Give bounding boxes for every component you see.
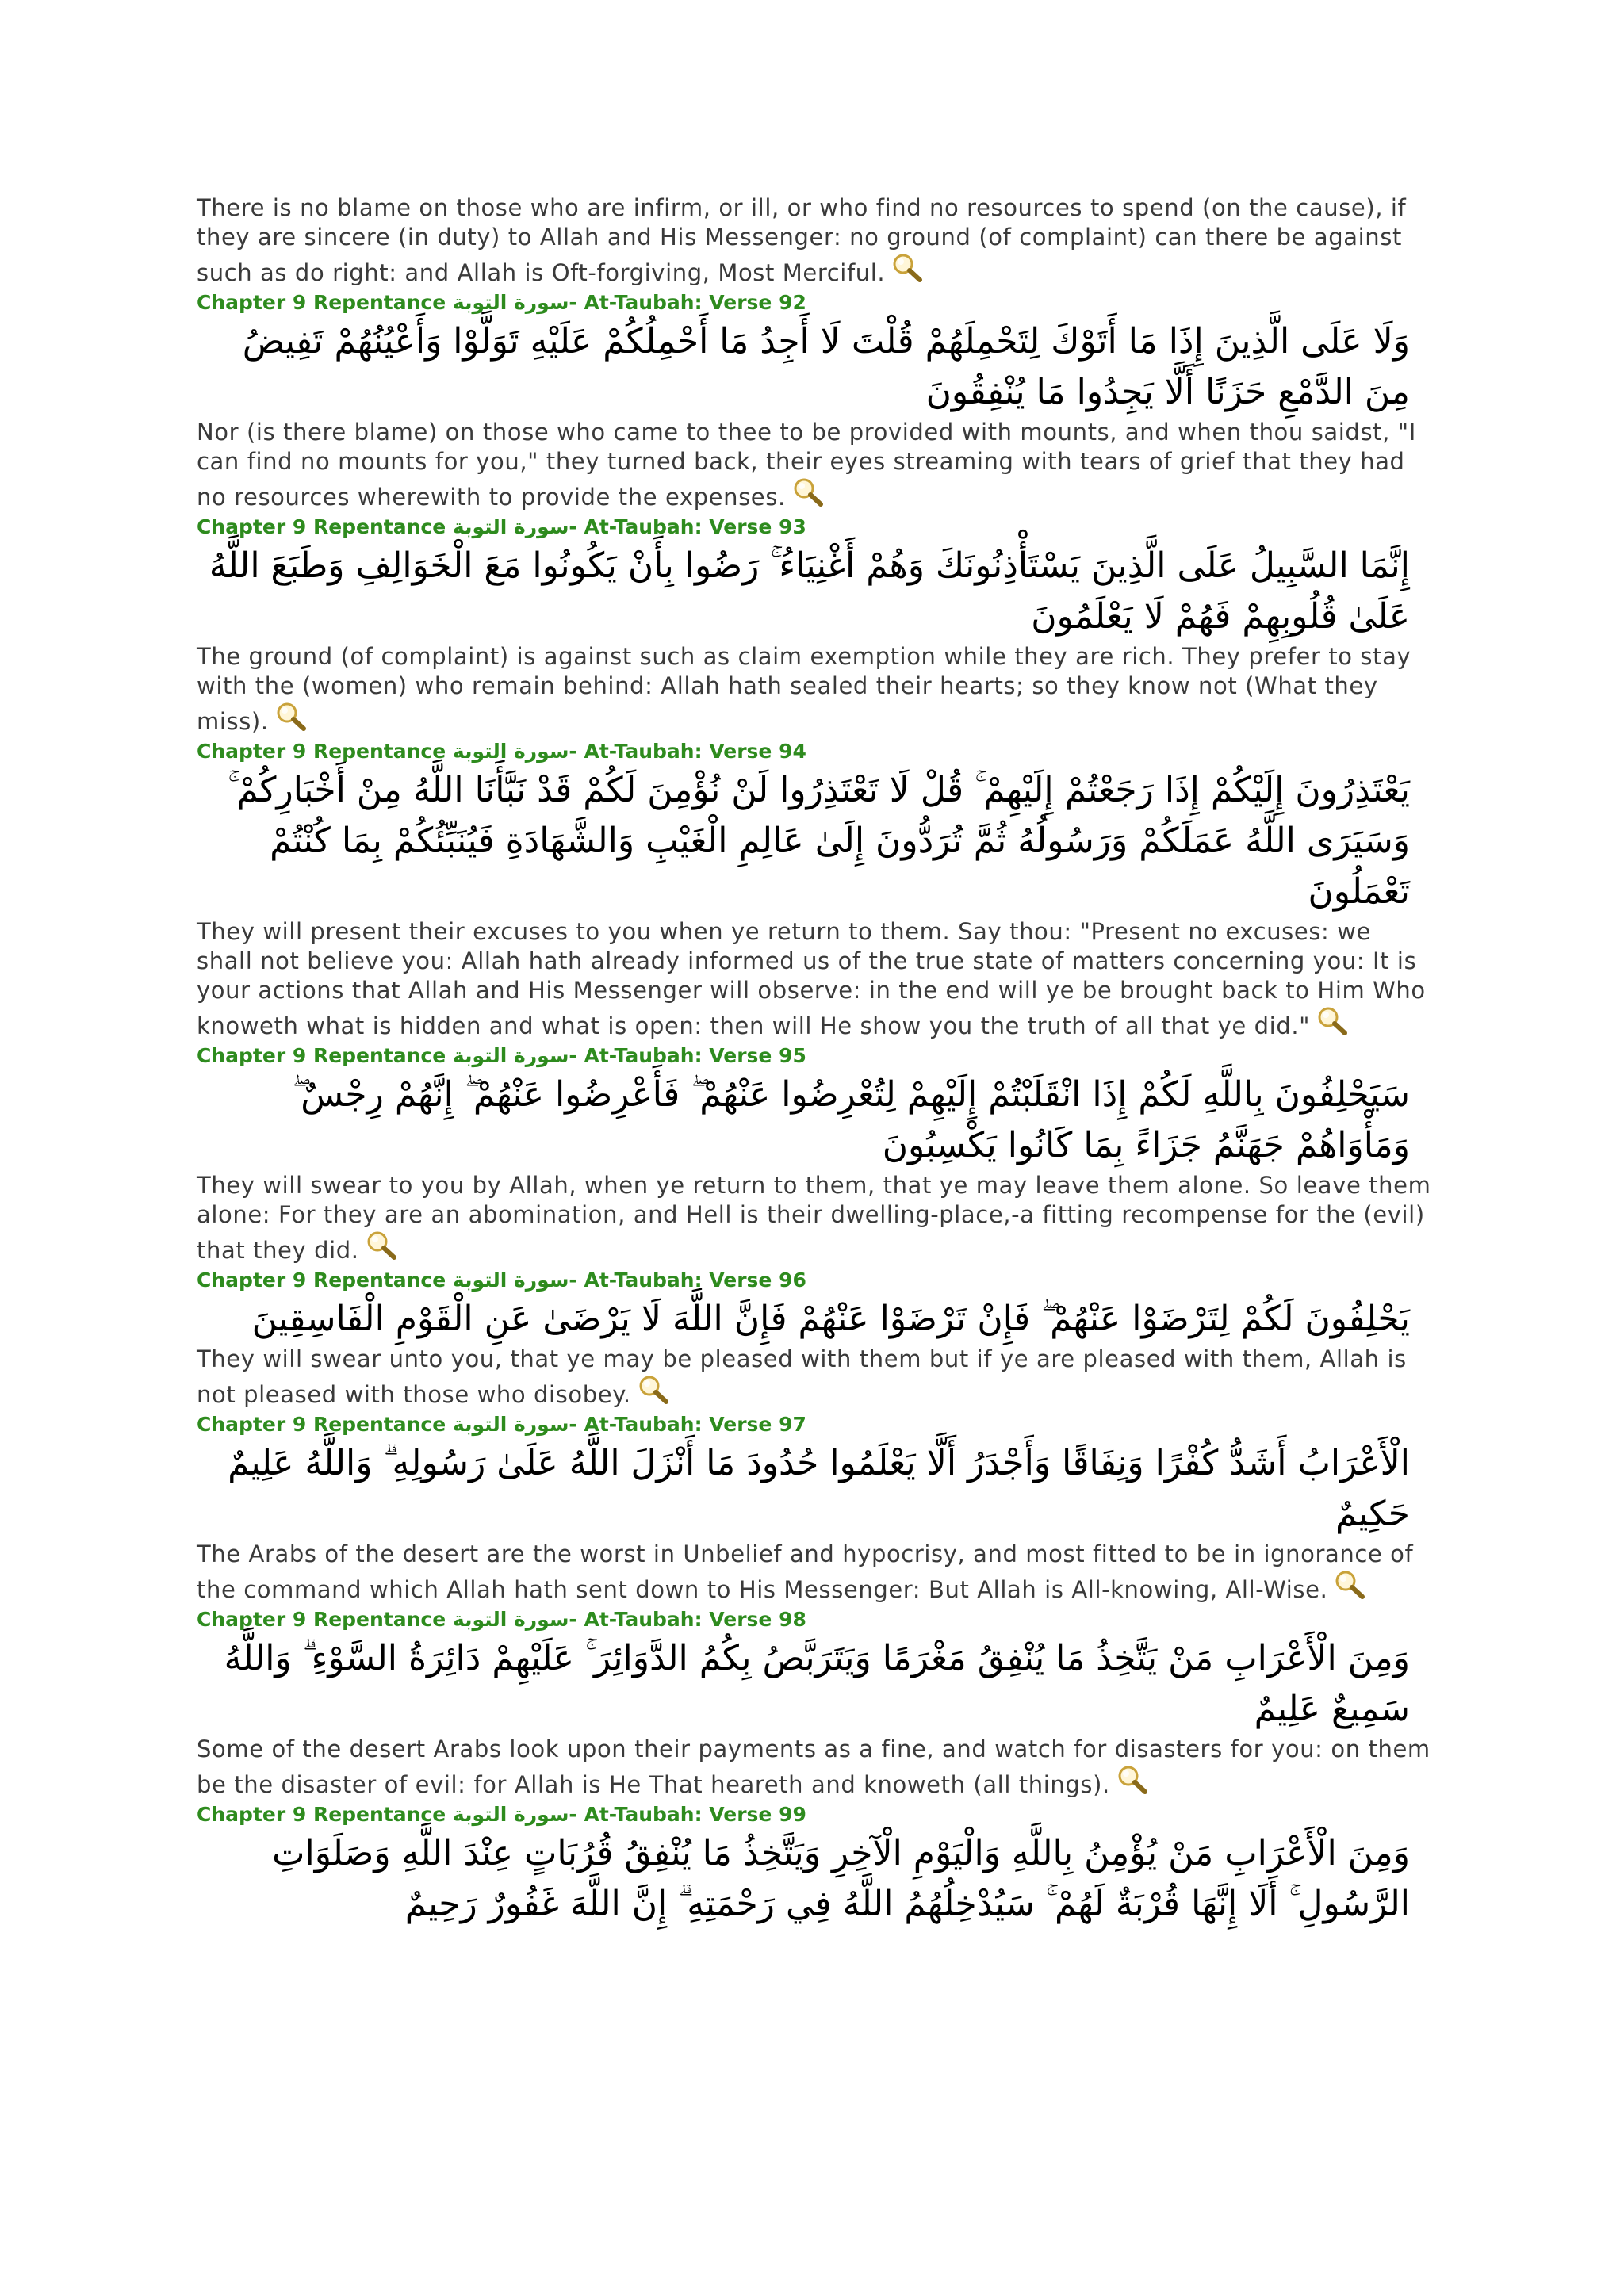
- header-surah-name: - At-Taubah: Verse: [569, 1269, 772, 1292]
- header-surah-name: - At-Taubah: Verse: [569, 1044, 772, 1067]
- header-surah-arabic: سورة التوبة: [452, 1044, 569, 1067]
- verse-translation: [197, 193, 1434, 288]
- header-chapter: Chapter 9 Repentance: [197, 1044, 446, 1067]
- magnifier-icon[interactable]: [1115, 1764, 1150, 1796]
- verse-number: 98: [779, 1608, 806, 1631]
- verse-number: 97: [779, 1413, 806, 1436]
- verse-header[interactable]: [197, 738, 1434, 765]
- header-surah-arabic: سورة التوبة: [452, 1269, 569, 1292]
- arabic-verse-text: سَيَحْلِفُونَ بِاللَّهِ لَكُمْ إِذَا انْقَلَبْتُمْ إِلَيْهِمْ لِتُعْرِضُوا عَنْهُمْ ۖ فَأَعْرِضُوا عَنْهُمْ ۖ إِنَّهُمْ رِجْسٌ ۖ وَمَأْوَاهُمْ جَهَنَّمُ جَزَاءً بِمَا كَانُوا يَكْسِبُونَ: [292, 1074, 1410, 1165]
- header-surah-arabic: سورة التوبة: [452, 515, 569, 538]
- verse-block: [197, 738, 1434, 1041]
- verse-header[interactable]: [197, 289, 1434, 316]
- header-chapter: Chapter 9 Repentance: [197, 291, 446, 314]
- verse-header[interactable]: [197, 1043, 1434, 1070]
- verse-block: [197, 1267, 1434, 1410]
- verse-block: [197, 514, 1434, 737]
- magnifier-icon[interactable]: [1332, 1569, 1367, 1601]
- translation-text: The Arabs of the desert are the worst in Unbelief and hypocrisy, and most fitted to be in ignorance of the command which Allah hath sent down to His Messenger: But Allah is All-knowing, All-Wise.: [197, 1540, 1414, 1603]
- header-chapter: Chapter 9 Repentance: [197, 1803, 446, 1826]
- verse-block: [197, 1411, 1434, 1605]
- verse-number: 94: [779, 740, 806, 763]
- header-chapter: Chapter 9 Repentance: [197, 1608, 446, 1631]
- verse-block: [197, 289, 1434, 512]
- header-surah-arabic: سورة التوبة: [452, 740, 569, 763]
- header-surah-name: - At-Taubah: Verse: [569, 1608, 772, 1631]
- verse-number: 99: [779, 1803, 806, 1826]
- header-surah-name: - At-Taubah: Verse: [569, 515, 772, 538]
- header-surah-arabic: سورة التوبة: [452, 1608, 569, 1631]
- arabic-verse-text: يَحْلِفُونَ لَكُمْ لِتَرْضَوْا عَنْهُمْ ۖ فَإِنْ تَرْضَوْا عَنْهُمْ فَإِنَّ اللَّهَ لَا يَرْضَىٰ عَنِ الْقَوْمِ الْفَاسِقِينَ: [251, 1299, 1410, 1339]
- magnifier-icon[interactable]: [364, 1230, 399, 1261]
- verse-block: [197, 1801, 1434, 1930]
- magnifier-icon[interactable]: [274, 701, 308, 733]
- verse-translation: [197, 1735, 1434, 1800]
- translation-text: Nor (is there blame) on those who came to thee to be provided with mounts, and when thou saidst, "I can find no mounts for you," they turned back, their eyes streaming with tears of grief that they had no resources wherewith to provide the expenses.: [197, 419, 1416, 511]
- arabic-verse-text: إِنَّمَا السَّبِيلُ عَلَى الَّذِينَ يَسْتَأْذِنُونَكَ وَهُمْ أَغْنِيَاءُ ۚ رَضُوا بِأَنْ يَكُونُوا مَعَ الْخَوَالِفِ وَطَبَعَ اللَّهُ عَلَىٰ قُلُوبِهِمْ فَهُمْ لَا يَعْلَمُونَ: [209, 545, 1410, 637]
- header-surah-name: - At-Taubah: Verse: [569, 291, 772, 314]
- magnifier-icon[interactable]: [791, 476, 825, 508]
- translation-text: They will swear to you by Allah, when ye return to them, that ye may leave them alone. So leave them alone: For they are an abomination, and Hell is their dwelling-place,-a fitting recompense for the (evil) that they did.: [197, 1172, 1431, 1264]
- magnifier-icon[interactable]: [890, 252, 925, 284]
- magnifier-icon[interactable]: [636, 1374, 671, 1406]
- verse-header[interactable]: [197, 514, 1434, 541]
- translation-text: The ground (of complaint) is against such as claim exemption while they are rich. They prefer to stay with the (women) who remain behind: Allah hath sealed their hearts; so they know not (What they miss).: [197, 643, 1411, 735]
- verse-number: 95: [779, 1044, 806, 1067]
- verse-header[interactable]: [197, 1411, 1434, 1438]
- header-chapter: Chapter 9 Repentance: [197, 515, 446, 538]
- verse-block: [197, 1043, 1434, 1265]
- header-surah-arabic: سورة التوبة: [452, 1803, 569, 1826]
- header-surah-name: - At-Taubah: Verse: [569, 1413, 772, 1436]
- header-chapter: Chapter 9 Repentance: [197, 1413, 446, 1436]
- verse-translation: [197, 1540, 1434, 1605]
- translation-text: They will present their excuses to you when ye return to them. Say thou: "Present no excuses: we shall not believe you: Allah hath already informed us of the true state of matters concerning you: It is your actions that Allah and His Messenger will observe: in the end will ye be brought back to Him Who knoweth what is hidden and what is open: then will He show you the truth of all that ye did.": [197, 918, 1426, 1039]
- verse-header[interactable]: [197, 1801, 1434, 1828]
- header-surah-name: - At-Taubah: Verse: [569, 740, 772, 763]
- verse-translation: [197, 1345, 1434, 1410]
- translation-text: Some of the desert Arabs look upon their payments as a fine, and watch for disasters for you: on them be the disaster of evil: for Allah is He That heareth and knoweth (all things).: [197, 1735, 1431, 1798]
- verse-number: 92: [779, 291, 806, 314]
- arabic-verse-text: وَمِنَ الْأَعْرَابِ مَنْ يُؤْمِنُ بِاللَّهِ وَالْيَوْمِ الْآخِرِ وَيَتَّخِذُ مَا يُنْفِقُ قُرُبَاتٍ عِنْدَ اللَّهِ وَصَلَوَاتِ الرَّسُولِ ۚ أَلَا إِنَّهَا قُرْبَةٌ لَهُمْ ۚ سَيُدْخِلُهُمُ اللَّهُ فِي رَحْمَتِهِ ۗ إِنَّ اللَّهَ غَفُورٌ رَحِيمٌ: [272, 1833, 1410, 1924]
- translation-text: They will swear unto you, that ye may be pleased with them but if ye are pleased with them, Allah is not pleased with those who disobey.: [197, 1345, 1407, 1408]
- arabic-verse-text: وَمِنَ الْأَعْرَابِ مَنْ يَتَّخِذُ مَا يُنْفِقُ مَغْرَمًا وَيَتَرَبَّصُ بِكُمُ الدَّوَائِرَ ۚ عَلَيْهِمْ دَائِرَةُ السَّوْءِ ۗ وَاللَّهُ سَمِيعٌ عَلِيمٌ: [224, 1638, 1410, 1729]
- arabic-verse-text: يَعْتَذِرُونَ إِلَيْكُمْ إِذَا رَجَعْتُمْ إِلَيْهِمْ ۚ قُلْ لَا تَعْتَذِرُوا لَنْ نُؤْمِنَ لَكُمْ قَدْ نَبَّأَنَا اللَّهُ مِنْ أَخْبَارِكُمْ ۚ وَسَيَرَى اللَّهُ عَمَلَكُمْ وَرَسُولُهُ ثُمَّ تُرَدُّونَ إِلَىٰ عَالِمِ الْغَيْبِ وَالشَّهَادَةِ فَيُنَبِّئُكُمْ بِمَا كُنْتُمْ تَعْمَلُونَ: [228, 770, 1410, 912]
- verse-header[interactable]: [197, 1267, 1434, 1294]
- verse-translation: [197, 1171, 1434, 1265]
- document-page: [197, 193, 1434, 1930]
- verse-header[interactable]: [197, 1606, 1434, 1633]
- arabic-verse-text: وَلَا عَلَى الَّذِينَ إِذَا مَا أَتَوْكَ لِتَحْمِلَهُمْ قُلْتَ لَا أَجِدُ مَا أَحْمِلُكُمْ عَلَيْهِ تَوَلَّوْا وَأَعْيُنُهُمْ تَفِيضُ مِنَ الدَّمْعِ حَزَنًا أَلَّا يَجِدُوا مَا يُنْفِقُونَ: [242, 321, 1410, 412]
- translation-text: There is no blame on those who are infirm, or ill, or who find no resources to spend (on the cause), if they are sincere (in duty) to Allah and His Messenger: no ground (of complaint) can there be against such as do right: and Allah is Oft-forgiving, Most Merciful.: [197, 194, 1407, 286]
- verse-translation: [197, 418, 1434, 512]
- header-chapter: Chapter 9 Repentance: [197, 1269, 446, 1292]
- header-chapter: Chapter 9 Repentance: [197, 740, 446, 763]
- verse-number: 93: [779, 515, 806, 538]
- header-surah-arabic: سورة التوبة: [452, 1413, 569, 1436]
- verse-block: [197, 1606, 1434, 1800]
- magnifier-icon[interactable]: [1315, 1005, 1350, 1037]
- header-surah-arabic: سورة التوبة: [452, 291, 569, 314]
- verse-translation: [197, 917, 1434, 1041]
- verse-number: 96: [779, 1269, 806, 1292]
- header-surah-name: - At-Taubah: Verse: [569, 1803, 772, 1826]
- verse-translation: [197, 642, 1434, 737]
- arabic-verse-text: الْأَعْرَابُ أَشَدُّ كُفْرًا وَنِفَاقًا وَأَجْدَرُ أَلَّا يَعْلَمُوا حُدُودَ مَا أَنْزَلَ اللَّهُ عَلَىٰ رَسُولِهِ ۗ وَاللَّهُ عَلِيمٌ حَكِيمٌ: [228, 1443, 1410, 1534]
